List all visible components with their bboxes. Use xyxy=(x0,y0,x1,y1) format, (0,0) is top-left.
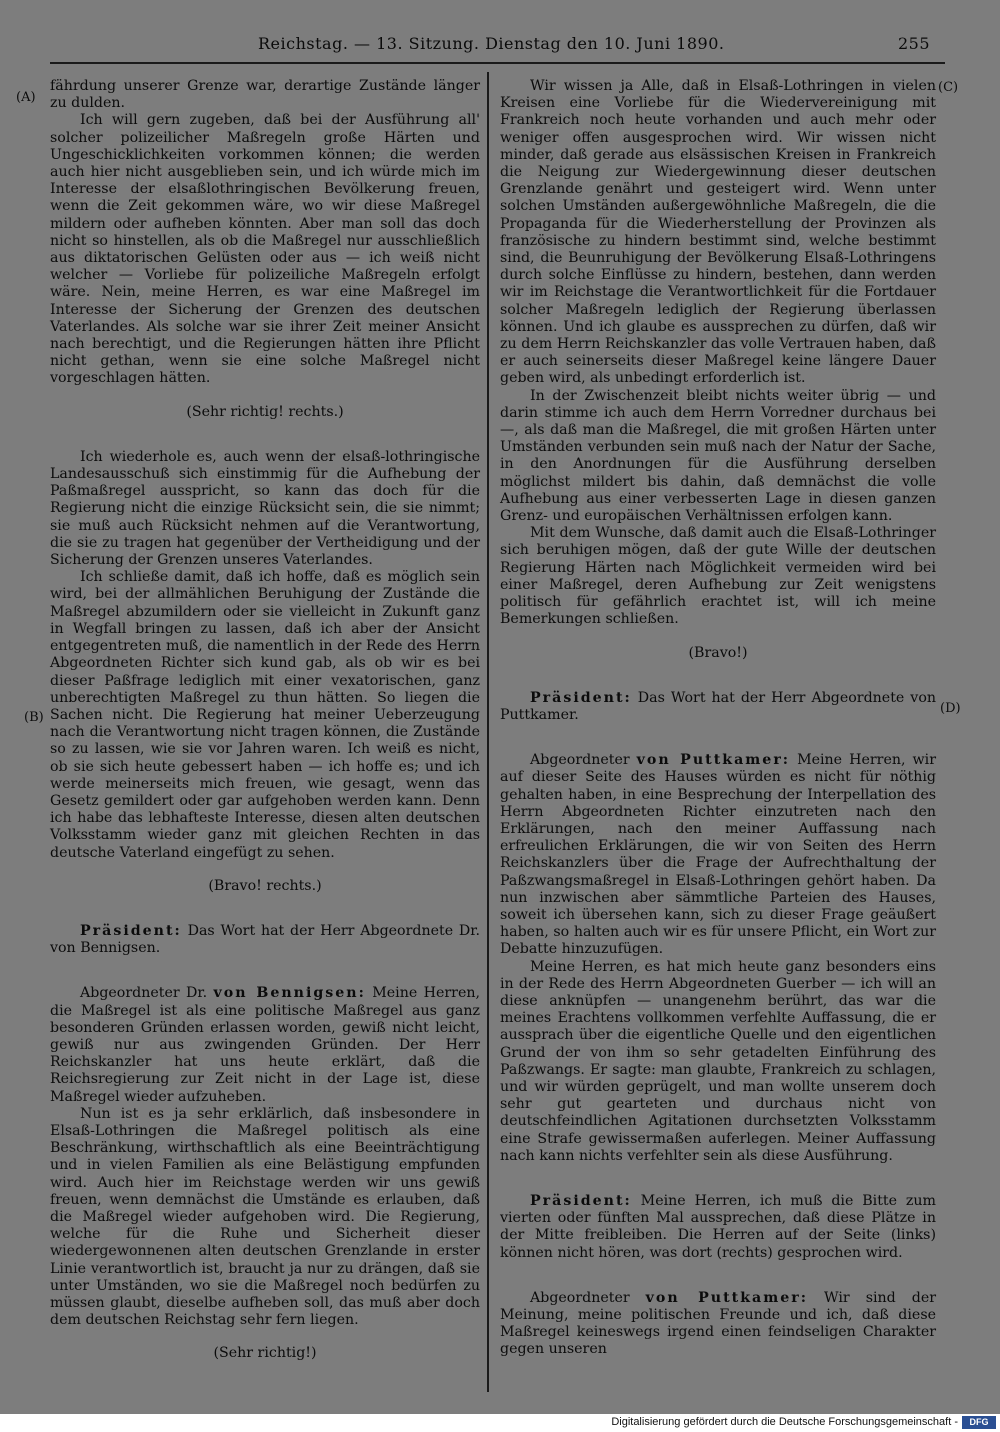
dfg-logo: DFG xyxy=(962,1416,996,1429)
paragraph: fährdung unserer Grenze war, derartige Zustände länger zu dulden. xyxy=(50,78,480,112)
president-statement xyxy=(500,690,936,724)
interjection: (Sehr richtig!) xyxy=(213,1345,317,1362)
statement-text: Das Wort hat der Herr Abgeordnete von Puttkamer. xyxy=(500,689,936,723)
speaker-label: Präsident: xyxy=(530,689,632,706)
margin-mark-d: (D) xyxy=(940,701,961,716)
speaker-name: von Puttkamer: xyxy=(636,752,791,769)
speaker-name: von Bennigsen: xyxy=(213,985,366,1002)
left-column xyxy=(50,78,480,1391)
president-statement xyxy=(500,1193,936,1262)
paragraph: Nun ist es ja sehr erklärlich, daß insbesondere in Elsaß-Lothringen die Maßregel politisch als eine Beschränkung, wirthschaftlich als eine Beeinträchtigung und in vielen Familien als eine Belästigung empfunden wird. Auch hier im Reichstage werden wir uns gewiß freuen, wenn demnächst die Umstände es erlauben, daß die Maßregel wieder aufgehoben wird. Die Regierung, welche für die Ruhe und Sicherheit dieser wiedergewonnenen alten deutschen Grenzlande in erster Linie verantwortlich ist, braucht ja nur zu drängen, daß sie unter Umständen, wo sie die Maßregel noch bedürfen zu müssen glaubt, dieselbe aufheben soll, das muß aber doch dem deutschen Reichstag sehr fern liegen. xyxy=(50,1105,480,1329)
page-number: 255 xyxy=(898,34,931,53)
margin-mark-c: (C) xyxy=(938,80,959,95)
speaker-label: Präsident: xyxy=(530,1192,632,1209)
interjection: (Sehr richtig! rechts.) xyxy=(186,403,344,420)
speaker-label: Präsident: xyxy=(80,922,182,939)
paragraph: Meine Herren, es hat mich heute ganz besonders eins in der Rede des Herrn Abgeordneten Guerber — ich will an diese anknüpfen — unangenehm berührt, das war die meines Erachtens vollkommen verfehlte Auffassung, die er aussprach über die eigentliche Quelle und den eigentlichen Grund der von ihm so sehr getadelten Einführung des Paßzwangs. Er sagte: man glaubte, Frankreich zu schlagen, und wir würden geprügelt, und man wollte unserem doch sehr gut gearteten und durchaus nicht von deutschfeindlichen Agitationen durchsetzten Volksstamm eine Strafe gewissermaßen auferlegen. Meiner Auffassung nach kann nichts verfehlter sein als diese Ausführung. xyxy=(500,958,936,1164)
speech-text: Meine Herren, die Maßregel ist als eine politische Maßregel aus ganz besonderen Gründen erlassen worden, gewiß nicht leicht, gewiß nur aus zwingenden Gründen. Der Herr Reichskanzler hat uns heute erklärt, daß die Reichsregierung zur Zeit nicht in der Lage ist, diese Maßregel wieder aufzuheben. xyxy=(50,985,480,1105)
paragraph: Ich will gern zugeben, daß bei der Ausführung all' solcher polizeilicher Maßregeln große Härten und Ungeschicklichkeiten vorkommen können; die werden auch hier nicht ausgeblieben sein, und ich würde mich im Interesse der elsaßlothringischen Bevölkerung freuen, wenn die Zeit gekommen wäre, wo wir diese Maßregel mildern oder aufheben könnten. Aber man soll das doch nicht so hinstellen, als ob die Maßregel nur ausschließlich aus diktatorischen Gelüsten oder aus — ich weiß nicht welcher — Vorliebe für polizeiliche Maßregeln erfolgt wäre. Nein, meine Herren, es war eine Maßregel im Interesse der Sicherung der Grenzen des deutschen Vaterlandes. Als solche war sie ihrer Zeit meiner Ansicht nach berechtigt, und die Regierungen hätten ihre Pflicht nicht gethan, wenn sie eine solche Maßregel nicht vorgeschlagen hätten. xyxy=(50,112,480,387)
paragraph: Ich schließe damit, daß ich hoffe, daß es möglich sein wird, bei der allmählichen Beruhigung der Zustände die Maßregel abzumildern oder sie vielleicht in Zukunft ganz in Wegfall bringen zu lassen, daß ich aber der Ansicht entgegentreten muß, die namentlich in der Rede des Herrn Abgeordneten Richter sich kund gab, als ob wir es bei dieser Paßfrage lediglich mit einer vexatorischen, ganz unberechtigten Maßregel zu thun hätten. So liegen die Sachen nicht. Die Regierung hat meiner Ueberzeugung nach die Verantwortung nicht tragen können, die Zustände so zu lassen, wie sie vor Jahren waren. Ich weiß es nicht, ob sie sich heute gebessert haben — ich hoffe es; und ich werde meinerseits mich freuen, wie gesagt, wenn das Gesetz gemildert oder gar aufgehoben werden kann. Denn ich habe das lebhafteste Interesse, diesen alten deutschen Volksstamm wieder ganz mit gleichen Rechten in das deutsche Vaterland eingefügt zu sehen. xyxy=(50,569,480,861)
speech xyxy=(500,752,936,958)
paragraph: Wir wissen ja Alle, daß in Elsaß-Lothringen in vielen Kreisen eine Vorliebe für die Wiedervereinigung mit Frankreich noch heute vorhanden und auch mehr oder weniger offen ausgesprochen wird. Wir wissen nicht minder, daß gerade aus elsässischen Kreisen in Frankreich die Neigung zur Wiedergewinnung dieser deutschen Grenzlande genährt und gesteigert wird. Wenn unter solchen Umständen außergewöhnliche Maßregeln, die die Propaganda für die Wiederherstellung der Provinzen als französische zu hindern bestimmt sind, welche bestimmt sind, die Beunruhigung der Bevölkerung Elsaß-Lothringens durch solche Einflüsse zu hindern, bestehen, dann werden wir im Reichstage die Verantwortlichkeit für die Fortdauer solcher Maßregeln lediglich der Regierung überlassen können. Und ich glaube es aussprechen zu dürfen, daß wir zu dem Herrn Reichskanzler das volle Vertrauen haben, daß er auch seinerseits dieser Maßregel keine längere Dauer geben wird, als unbedingt erforderlich ist. xyxy=(500,78,936,387)
speech-text: Meine Herren, wir auf dieser Seite des Hauses würden es nicht für nöthig gehalten haben, in eine Besprechung der Interpellation des Herrn Abgeordneten Richter einzutreten nach den Erklärungen, nach den meiner Auffassung nach erfreulichen Erklärungen, die wir von Seiten des Herrn Reichskanzlers über die Frage der Aufrechthaltung der Paßzwangsmaßregel in Elsaß-Lothringen gehört haben. Da nun inzwischen aber sämmtliche Parteien des Hauses, soweit ich übersehen kann, sich zu dieser Frage geäußert haben, so halten auch wir es für unsere Pflicht, ein Wort zur Debatte hinzuzufügen. xyxy=(500,752,936,958)
speech xyxy=(50,985,480,1105)
margin-mark-b: (B) xyxy=(24,710,44,725)
speech-text: Wir sind der Meinung, meine politischen Freunde und ich, daß diese Maßregel keineswegs irgend einen feindseligen Charakter gegen unseren xyxy=(500,1289,937,1358)
paragraph: Mit dem Wunsche, daß damit auch die Elsaß-Lothringer sich beruhigen mögen, daß der gute Wille der deutschen Regierung Härten nach Möglichkeit vermeiden wird bei einer Maßregel, deren Aufhebung zur Zeit wenigstens politisch für gefährlich erachtet ist, will ich meine Bemerkungen schließen. xyxy=(500,525,936,628)
running-head: Reichstag. — 13. Sitzung. Dienstag den 10. Juni 1890. xyxy=(258,34,725,53)
interjection: (Bravo! rechts.) xyxy=(208,877,322,894)
column-divider xyxy=(487,72,489,1392)
speaker-prefix: Abgeordneter Dr. xyxy=(80,985,208,1002)
interjection: (Bravo!) xyxy=(688,644,748,661)
speaker-name: von Puttkamer: xyxy=(645,1289,808,1306)
paragraph: In der Zwischenzeit bleibt nichts weiter übrig — und darin stimme ich auch dem Herrn Vorredner durchaus bei —, als daß man die Maßregel, die mit großen Härten unter Umständen verbunden sein muß nach der Natur der Sache, in den Anordnungen für die Ausführung derselben möglichst mildert bis dahin, daß demnächst die volle Aufhebung aus einer verbesserten Lage in diesen ganzen Grenz- und europäischen Verhältnissen erfolgen kann. xyxy=(500,387,936,525)
statement-text: Meine Herren, ich muß die Bitte zum vierten oder fünften Mal aussprechen, daß diese Plätze in der Mitte freibleiben. Die Herren auf der Seite (links) können nicht hören, was dort (rechts) gesprochen wird. xyxy=(500,1192,936,1261)
president-statement xyxy=(50,923,480,957)
footer-bar xyxy=(0,1414,1000,1432)
statement-text: Das Wort hat der Herr Abgeordnete Dr. von Bennigsen. xyxy=(50,922,481,957)
header-rule xyxy=(50,62,945,64)
right-column xyxy=(500,78,936,1359)
margin-mark-a: (A) xyxy=(16,90,36,105)
paragraph: Ich wiederhole es, auch wenn der elsaß-lothringische Landesausschuß sich einstimmig für die Aufhebung der Paßmaßregel ausspricht, so kann das doch für die Regierung nicht die einzige Rücksicht sein, die sie nimmt; sie muß auch Rücksicht nehmen auf die Verantwortung, die sie zu tragen hat gegenüber der Vertheidigung und der Sicherung der Grenzen unseres Vaterlandes. xyxy=(50,448,480,569)
speaker-prefix: Abgeordneter xyxy=(530,1289,630,1306)
footer-credit: Digitalisierung gefördert durch die Deutsche Forschungsgemeinschaft - xyxy=(611,1416,958,1428)
speech xyxy=(500,1290,936,1359)
speaker-prefix: Abgeordneter xyxy=(530,752,630,769)
